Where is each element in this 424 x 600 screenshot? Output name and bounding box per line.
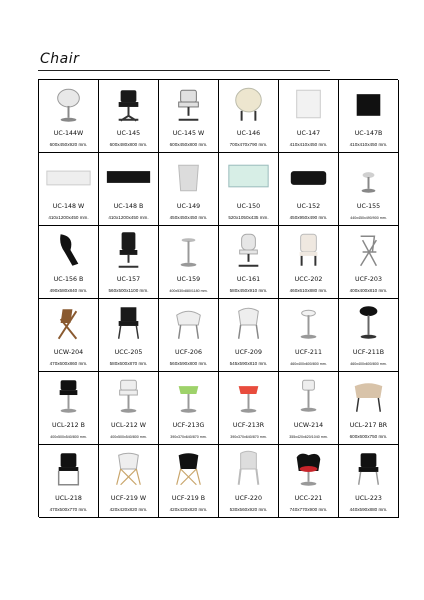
product-dimensions: 400x500x540/800 mm. <box>110 435 147 439</box>
product-dimensions: 390x370x640/870 mm. <box>170 435 207 439</box>
product-grid <box>38 79 398 517</box>
product-cell <box>159 372 219 445</box>
product-dimensions: 545x590x810 mm. <box>229 361 268 366</box>
black-cube-stool-icon <box>339 80 398 128</box>
product-dimensions: 440x590x880 mm. <box>349 507 388 512</box>
wooden-folding-chair-icon <box>39 299 98 347</box>
mesh-office-chair-icon <box>99 299 158 347</box>
product-cell <box>159 80 219 153</box>
white-bar-stool-icon <box>279 299 338 347</box>
beige-lounge-chair-icon <box>339 372 398 420</box>
product-cell <box>219 299 279 372</box>
red-bar-stool-icon <box>219 372 278 420</box>
product-cell <box>219 153 279 226</box>
product-model: UCL-223 <box>355 495 382 502</box>
folding-chair-icon <box>339 226 398 274</box>
product-dimensions: 560x590x800 mm. <box>169 361 208 366</box>
product-cell <box>339 299 399 372</box>
black-ottoman-icon <box>279 153 338 201</box>
product-dimensions: 410x1200x450 mm. <box>108 215 149 220</box>
product-dimensions: 410x1200x450 mm. <box>48 215 89 220</box>
glass-bench-icon <box>219 153 278 201</box>
black-bench-icon <box>99 153 158 201</box>
product-dimensions: 460x400x600/800 mm. <box>290 362 327 366</box>
red-black-egg-chair-icon <box>279 445 338 493</box>
product-model: UC-149 <box>176 203 201 210</box>
product-dimensions: 600x480x800 mm. <box>109 142 148 147</box>
product-cell <box>339 372 399 445</box>
product-cell <box>159 299 219 372</box>
product-model: UCF-203 <box>355 276 382 283</box>
product-cell <box>219 372 279 445</box>
black-leather-chair-icon <box>339 445 398 493</box>
product-dimensions: 420x420x820 mm. <box>109 507 148 512</box>
product-model: UC-146 <box>236 130 261 137</box>
white-eiffel-chair-icon <box>99 445 158 493</box>
product-dimensions: 420x420x820 mm. <box>169 507 208 512</box>
product-dimensions: 520x1050x435 mm. <box>228 215 269 220</box>
product-cell <box>99 299 159 372</box>
product-cell <box>279 299 339 372</box>
product-cell <box>99 372 159 445</box>
product-model: UC-155 <box>356 203 381 210</box>
product-model: UC-145 W <box>172 130 205 137</box>
product-model: UC-156 B <box>53 276 84 283</box>
product-model: UC-147 <box>296 130 321 137</box>
product-cell <box>339 226 399 299</box>
product-dimensions: 400x530x880/1180 mm. <box>169 289 208 293</box>
product-dimensions: 740x770x900 mm. <box>289 507 328 512</box>
product-dimensions: 600x450x800 mm. <box>169 142 208 147</box>
product-model: UC-150 <box>236 203 261 210</box>
product-cell <box>39 226 99 299</box>
product-cell <box>219 80 279 153</box>
product-model: UCF-206 <box>175 349 202 356</box>
product-dimensions: 450x450x450 mm. <box>169 215 208 220</box>
product-model: UCF-211B <box>352 349 385 356</box>
product-dimensions: 600x450x920 mm. <box>49 142 88 147</box>
product-model: UC-157 <box>116 276 141 283</box>
black-office-chair-icon <box>99 80 158 128</box>
black-high-stool-icon <box>39 372 98 420</box>
product-model: UC-148 W <box>52 203 85 210</box>
product-model: UCF-219 B <box>171 495 206 502</box>
product-cell <box>219 445 279 518</box>
product-dimensions: 355x420x620/1040 mm. <box>289 435 328 439</box>
product-model: UCF-220 <box>235 495 262 502</box>
product-dimensions: 410x410x450 mm. <box>289 142 328 147</box>
product-cell <box>279 80 339 153</box>
product-cell <box>339 445 399 518</box>
product-dimensions: 440x450x490/900 mm. <box>350 216 387 220</box>
product-cell <box>339 80 399 153</box>
product-dimensions: 390x370x640/870 mm. <box>230 435 267 439</box>
product-dimensions: 410x410x450 mm. <box>349 142 388 147</box>
product-model: UC-144W <box>53 130 84 137</box>
product-model: UCC-221 <box>294 495 323 502</box>
product-dimensions: 470x500x770 mm. <box>49 507 88 512</box>
product-dimensions: 400x400x810 mm. <box>349 288 388 293</box>
product-model: UC-152 <box>296 203 321 210</box>
title-underline <box>38 70 330 71</box>
white-office-chair-icon <box>159 80 218 128</box>
product-model: UC-161 <box>236 276 261 283</box>
product-cell <box>39 80 99 153</box>
product-dimensions: 580x450x910 mm. <box>229 288 268 293</box>
black-eiffel-chair-icon <box>159 445 218 493</box>
product-dimensions: 580x600x870 mm. <box>109 361 148 366</box>
product-cell <box>39 153 99 226</box>
bar-stool-icon <box>159 226 218 274</box>
product-model: UC-145 <box>116 130 141 137</box>
tufted-dining-chair-icon <box>279 226 338 274</box>
ghost-chair-icon <box>219 445 278 493</box>
product-model: UCC-202 <box>294 276 323 283</box>
product-cell <box>39 299 99 372</box>
cream-lounge-chair-icon <box>219 80 278 128</box>
product-model: UCW-214 <box>293 422 324 429</box>
white-bench-icon <box>39 153 98 201</box>
product-model: UCF-219 W <box>110 495 147 502</box>
green-bar-stool-icon <box>159 372 218 420</box>
product-cell <box>219 226 279 299</box>
product-cell <box>99 153 159 226</box>
product-dimensions: 700x470x790 mm. <box>229 142 268 147</box>
product-model: UC-147B <box>354 130 383 137</box>
product-cell <box>279 445 339 518</box>
product-model: UCF-213R <box>232 422 265 429</box>
white-high-stool-icon <box>99 372 158 420</box>
product-cell <box>39 372 99 445</box>
product-model: UCL-218 <box>55 495 82 502</box>
black-s-chair-icon <box>39 226 98 274</box>
product-dimensions: 450x950x490 mm. <box>289 215 328 220</box>
product-dimensions: 530x560x920 mm. <box>229 507 268 512</box>
product-dimensions: 460x400x600/800 mm. <box>350 362 387 366</box>
product-dimensions: 400x500x540/800 mm. <box>50 435 87 439</box>
clear-stool-icon <box>159 153 218 201</box>
product-cell <box>99 226 159 299</box>
black-cantilever-chair-icon <box>39 445 98 493</box>
white-bubble-chair-icon <box>39 80 98 128</box>
product-model: UC-159 <box>176 276 201 283</box>
product-model: UCL-212 W <box>111 422 146 429</box>
product-cell <box>159 226 219 299</box>
product-dimensions: 560x500x1100 mm. <box>108 288 149 293</box>
product-model: UC-148 B <box>113 203 144 210</box>
product-cell <box>279 372 339 445</box>
white-swivel-chair-icon <box>219 226 278 274</box>
product-model: UCF-211 <box>295 349 322 356</box>
white-tulip-chair-icon <box>219 299 278 347</box>
product-model: UCW-204 <box>53 349 84 356</box>
small-swivel-stool-icon <box>339 153 398 201</box>
product-cell <box>99 445 159 518</box>
product-dimensions: 490x580x840 mm. <box>49 288 88 293</box>
product-cell <box>159 153 219 226</box>
black-executive-chair-icon <box>99 226 158 274</box>
white-shell-chair-icon <box>159 299 218 347</box>
black-bar-stool-icon <box>339 299 398 347</box>
product-model: UCL-217 BR <box>349 422 388 429</box>
white-swivel-stool-icon <box>279 372 338 420</box>
white-cube-stool-icon <box>279 80 338 128</box>
product-cell <box>279 153 339 226</box>
product-dimensions: 600x600x750 mm. <box>349 434 388 439</box>
product-cell <box>39 445 99 518</box>
product-model: UCF-209 <box>235 349 262 356</box>
product-dimensions: 470x600x860 mm. <box>49 361 88 366</box>
product-model: UCF-213G <box>172 422 205 429</box>
product-cell <box>99 80 159 153</box>
product-model: UCL-212 B <box>51 422 85 429</box>
product-cell <box>159 445 219 518</box>
product-cell <box>279 226 339 299</box>
product-dimensions: 460x610x880 mm. <box>289 288 328 293</box>
product-model: UCC-205 <box>114 349 143 356</box>
page-title: Chair <box>40 51 80 67</box>
product-cell <box>339 153 399 226</box>
